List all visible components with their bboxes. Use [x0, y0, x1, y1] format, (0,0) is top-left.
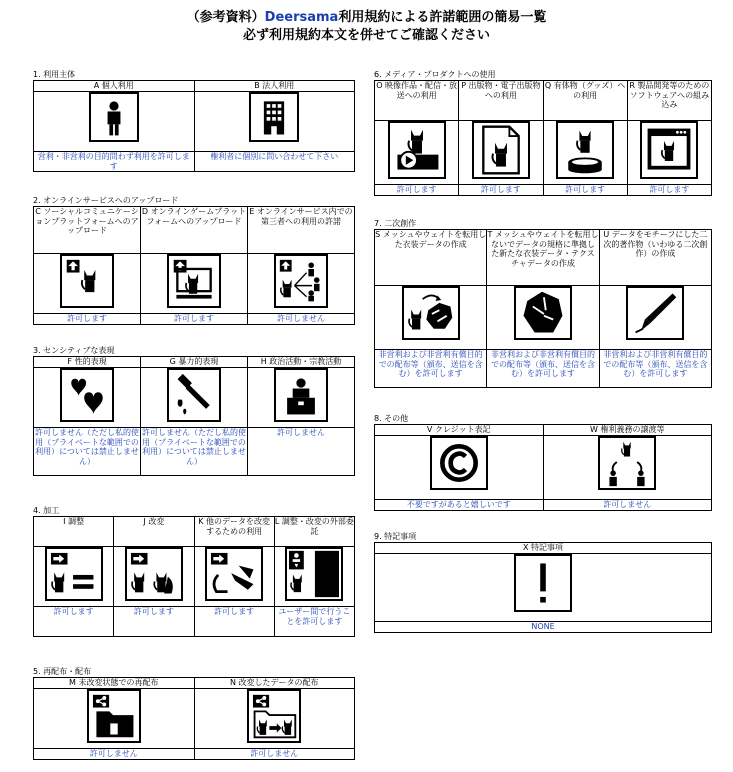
share-modified-icon [247, 689, 301, 743]
item-label-u: U データをモチーフにした二次的著作物（いわゆる二次創作）の作成 [599, 230, 711, 286]
share-folder-icon [87, 689, 141, 743]
section-heading: 7. 二次創作 [374, 219, 417, 228]
item-result-m: 許可しません [34, 749, 195, 760]
knife-icon [167, 368, 221, 422]
item-label-v: V クレジット表記 [375, 425, 544, 436]
section-heading: 8. その他 [374, 414, 409, 423]
section-heading: 5. 再配布・配布 [33, 667, 92, 676]
permission-table [33, 677, 355, 760]
item-result-h: 許可しません [248, 428, 355, 476]
item-label-t: T メッシュやウェイトを転用しないでデータの規格に準拠した新たな衣装データ・テクスチャデータの作成 [487, 230, 599, 286]
section-heading: 1. 利用主体 [33, 70, 76, 79]
software-icon [640, 121, 698, 179]
cloth-icon [514, 286, 572, 340]
item-result-s: 非営利および非営利有償目的での配布等（頒布、送信を含む）を許可します [375, 350, 487, 388]
item-result-d: 許可します [141, 314, 248, 325]
item-label-l: L 調整・改変の外部委託 [274, 517, 354, 547]
section-heading: 9. 特記事項 [374, 532, 417, 541]
permission-table [33, 516, 355, 637]
video-icon [388, 121, 446, 179]
item-result-j: 許可します [114, 607, 194, 637]
modify-icon [125, 547, 183, 601]
item-label-i: I 調整 [34, 517, 114, 547]
permission-table [33, 206, 355, 325]
item-label-r: R 製品開発等のためのソフトウェアへの組み込み [627, 81, 711, 121]
item-label-e: E オンラインサービス内での第三者への利用の許諾 [248, 207, 355, 254]
item-label-n: N 改変したデータの配布 [194, 678, 355, 689]
item-result-u: 非営利および非営利有償目的での配布等（頒布、送信を含む）を許可します [599, 350, 711, 388]
item-result-k: 許可します [194, 607, 274, 637]
brand-name: Deersama [264, 10, 339, 25]
cloth-transfer-icon [402, 286, 460, 340]
item-result-a: 営利・非営利の目的問わず利用を許可します [34, 152, 195, 172]
permission-table [374, 229, 712, 388]
item-label-a: A 個人利用 [34, 81, 195, 92]
item-result-q: 許可します [543, 185, 627, 196]
item-label-x: X 特記事項 [375, 543, 712, 554]
third-party-icon [274, 254, 328, 308]
item-label-o: O 映像作品・配信・放送への利用 [375, 81, 459, 121]
item-result-b: 権利者に個別に問い合わせて下さい [194, 152, 355, 172]
permission-table [374, 424, 712, 511]
item-label-s: S メッシュやウェイトを転用した衣装データの作成 [375, 230, 487, 286]
transfer-rights-icon [598, 436, 656, 490]
section-heading: 6. メディア・プロダクトへの使用 [374, 70, 496, 79]
item-label-g: G 暴力的表現 [141, 357, 248, 368]
exclamation-icon [514, 554, 572, 612]
item-result-i: 許可します [34, 607, 114, 637]
section-other [374, 414, 712, 511]
upload-avatar-icon [60, 254, 114, 308]
item-result-x: NONE [375, 622, 712, 633]
item-label-h: H 政治活動・宗教活動 [248, 357, 355, 368]
section-media-products [374, 70, 712, 196]
item-label-j: J 改変 [114, 517, 194, 547]
upload-game-icon [167, 254, 221, 308]
adjust-icon [45, 547, 103, 601]
extract-icon [205, 547, 263, 601]
section-sensitive [33, 346, 355, 476]
item-label-f: F 性的表現 [34, 357, 141, 368]
item-label-m: M 未改変状態での再配布 [34, 678, 195, 689]
item-result-g: 許可しません（ただし私的使用（プライベートな範囲での利用）については禁止しません） [141, 428, 248, 476]
permission-table [33, 80, 355, 172]
item-label-d: D オンラインゲームプラットフォームへのアップロード [141, 207, 248, 254]
pen-icon [626, 286, 684, 340]
item-result-w: 許可しません [543, 500, 712, 511]
item-label-c: C ソーシャルコミュニケーションプラットフォームへのアップロード [34, 207, 141, 254]
figure-icon [556, 121, 614, 179]
section-heading: 4. 加工 [33, 506, 60, 515]
item-label-w: W 権利義務の譲渡等 [543, 425, 712, 436]
document-icon [472, 121, 530, 179]
item-label-b: B 法人利用 [194, 81, 355, 92]
item-result-n: 許可しません [194, 749, 355, 760]
page-title: （参考資料）Deersama利用規約による許諾範囲の簡易一覧 [186, 10, 547, 25]
item-result-l: ユーザー間で行うことを許可します [274, 607, 354, 637]
section-usage-subject [33, 70, 355, 172]
outsource-icon [285, 547, 343, 601]
section-special-notes [374, 532, 712, 633]
section-heading: 2. オンラインサービスへのアップロード [33, 196, 179, 205]
item-result-c: 許可します [34, 314, 141, 325]
podium-icon [274, 368, 328, 422]
item-result-e: 許可しません [248, 314, 355, 325]
section-online-upload [33, 196, 355, 325]
section-heading: 3. センシティブな表現 [33, 346, 115, 355]
permission-table [33, 356, 355, 476]
item-result-r: 許可します [627, 185, 711, 196]
item-result-v: 不要ですがあると嬉しいです [375, 500, 544, 511]
hearts-icon [60, 368, 114, 422]
page-subtitle: 必ず利用規約本文を併せてご確認ください [242, 28, 490, 43]
item-label-q: Q 有体物（グッズ）への利用 [543, 81, 627, 121]
item-result-o: 許可します [375, 185, 459, 196]
permission-table [374, 542, 712, 633]
section-processing [33, 506, 355, 637]
item-label-p: P 出版物・電子出版物への利用 [459, 81, 543, 121]
item-result-t: 非営利および非営利有償目的での配布等（頒布、送信を含む）を許可します [487, 350, 599, 388]
item-result-p: 許可します [459, 185, 543, 196]
copyright-icon [430, 436, 488, 490]
section-redistribution [33, 667, 355, 760]
item-result-f: 許可しません（ただし私的使用（プライベートな範囲での利用）については禁止しません） [34, 428, 141, 476]
section-derivative-works [374, 219, 712, 388]
permission-table [374, 80, 712, 196]
person-icon [89, 92, 139, 142]
building-icon [249, 92, 299, 142]
item-label-k: K 他のデータを改変するための利用 [194, 517, 274, 547]
